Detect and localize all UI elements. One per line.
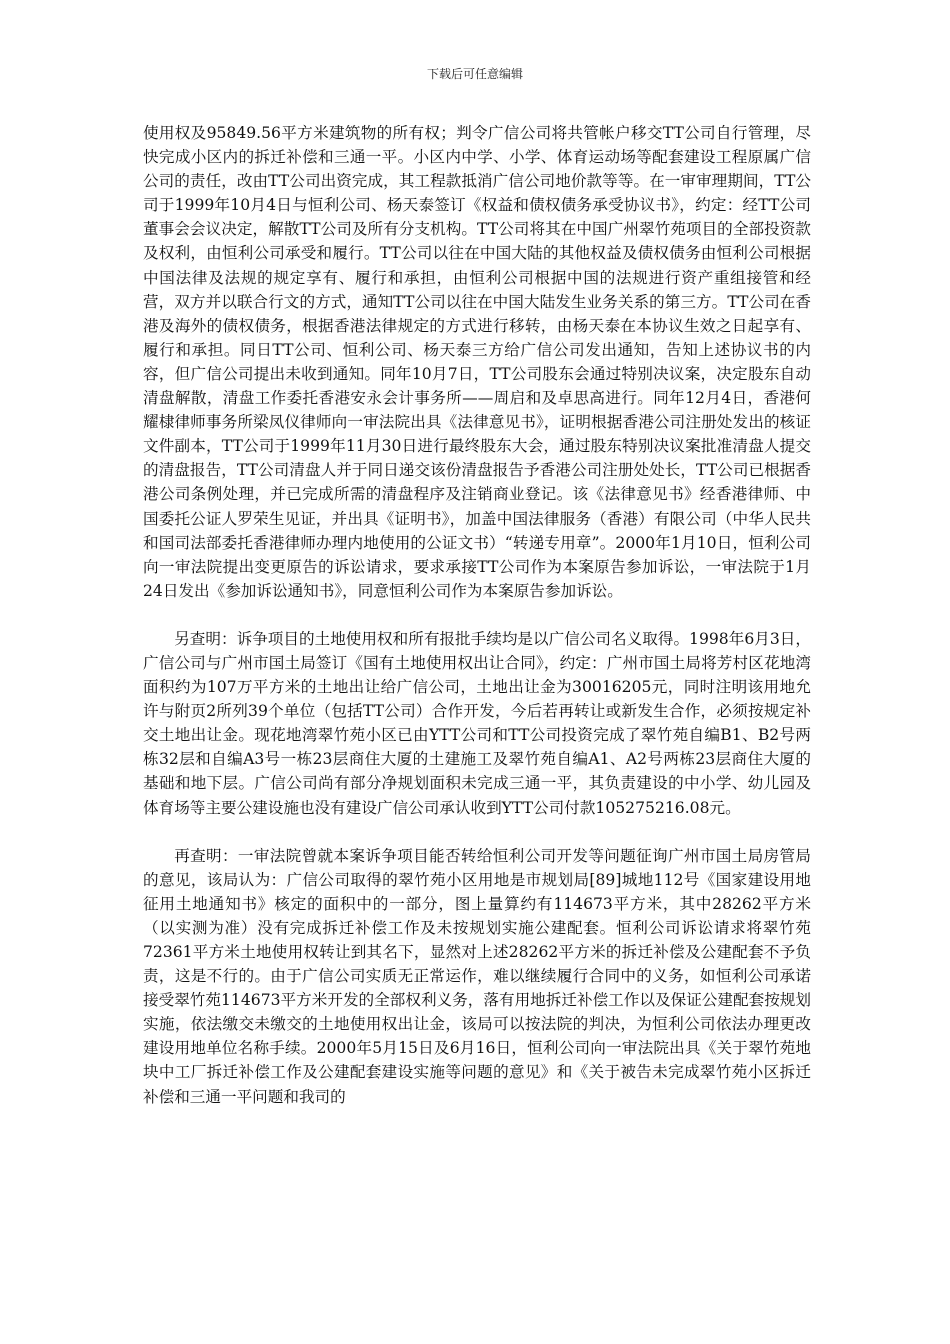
paragraph-continued: 使用权及95849.56平方米建筑物的所有权；判令广信公司将共管帐户移交TT公司自行管理，尽快完成小区内的拆迁补偿和三通一平。小区内中学、小学、体育运动场等配套建设工程原属广信公司的责任，改由TT公司出资完成，其工程款抵消广信公司地价款等等。在一审审理期间，TT公司于1999年10月4日与恒利公司、杨天泰签订《权益和债权债务承受协议书》，约定：经TT公司董事会会议决定，解散TT公司及所有分支机构。TT公司将其在中国广州翠竹苑项目的全部投资款及权利，由恒利公司承受和履行。TT公司以往在中国大陆的其他权益及债权债务由恒利公司根据中国法律及法规的规定享有、履行和承担，由恒利公司根据中国的法规进行资产重组接管和经营，双方并以联合行文的方式，通知TT公司以往在中国大陆发生业务关系的第三方。TT公司在香港及海外的债权债务，根据香港法律规定的方式进行移转，由杨天泰在本协议生效之日起享有、履行和承担。同日TT公司、恒利公司、杨天泰三方给广信公司发出通知，告知上述协议书的内容，但广信公司提出未收到通知。同年10月7日，TT公司股东会通过特别决议案，决定股东自动清盘解散，清盘工作委托香港安永会计事务所——周启和及卓思高进行。同年12月4日，香港何耀棣律师事务所梁凤仪律师向一审法院出具《法律意见书》，证明根据香港公司注册处发出的核证文件副本，TT公司于1999年11月30日进行最终股东大会，通过股东特别决议案批准清盘人提交的清盘报告，TT公司清盘人并于同日递交该份清盘报告予香港公司注册处处长，TT公司已根据香港公司条例处理，并已完成所需的清盘程序及注销商业登记。该《法律意见书》经香港律师、中国委托公证人罗荣生见证，并出具《证明书》，加盖中国法律服务（香港）有限公司（中华人民共和国司法部委托香港律师办理内地使用的公证文书）“转递专用章”。2000年1月10日，恒利公司向一审法院提出变更原告的诉讼请求，要求承接TT公司作为本案原告参加诉讼，一审法院于1月24日发出《参加诉讼通知书》，同意恒利公司作为本案原告参加诉讼。 — [143, 124, 811, 600]
paragraph-additional-findings: 另查明：诉争项目的土地使用权和所有报批手续均是以广信公司名义取得。1998年6月3日，广信公司与广州市国土局签订《国有土地使用权出让合同》，约定：广州市国土局将芳村区花地湾面积约为107万平方米的土地出让给广信公司，土地出让金为30016205元，同时注明该用地允许与附页2所列39个单位（包括TT公司）合作开发，今后若再转让或新发生合作，必须按规定补交土地出让金。现花地湾翠竹苑小区已由YTT公司和TT公司投资完成了翠竹苑自编B1、B2号两栋32层和自编A3号一栋23层商住大厦的土建施工及翠竹苑自编A1、A2号两栋23层商住大厦的基础和地下层。广信公司尚有部分净规划面积未完成三通一平，其负责建设的中小学、幼儿园及体育场等主要公建设施也没有建设广信公司承认收到YTT公司付款105275216.08元。 — [143, 629, 811, 817]
paragraph-further-findings: 再查明：一审法院曾就本案诉争项目能否转给恒利公司开发等问题征询广州市国土局房管局的意见，该局认为：广信公司取得的翠竹苑小区用地是市规划局[89]城地112号《国家建设用地征用土地通知书》核定的面积中的一部分，图上量算约有114673平方米，其中28262平方米（以实测为准）没有完成拆迁补偿工作及未按规划实施公建配套。恒利公司诉讼请求将翠竹苑72361平方米土地使用权转让到其名下，显然对上述28262平方米的拆迁补偿及公建配套不予负责，这是不行的。由于广信公司实质无正常运作，难以继续履行合同中的义务，如恒利公司承诺接受翠竹苑114673平方米开发的全部权利义务，落有用地拆迁补偿工作以及保证公建配套按规划实施，依法缴交未缴交的土地使用权出让金，该局可以按法院的判决，为恒利公司依法办理更改建设用地单位名称手续。2000年5月15日及6月16日，恒利公司向一审法院出具《关于翠竹苑地块中工厂拆迁补偿工作及公建配套建设实施等问题的意见》和《关于被告未完成翠竹苑小区拆迁补偿和三通一平问题和我司的 — [143, 846, 811, 1106]
paragraph-spacer — [143, 820, 811, 844]
document-body — [143, 121, 811, 1109]
page-header: 下载后可任意编辑 — [426, 67, 523, 81]
paragraph-spacer — [143, 603, 811, 627]
